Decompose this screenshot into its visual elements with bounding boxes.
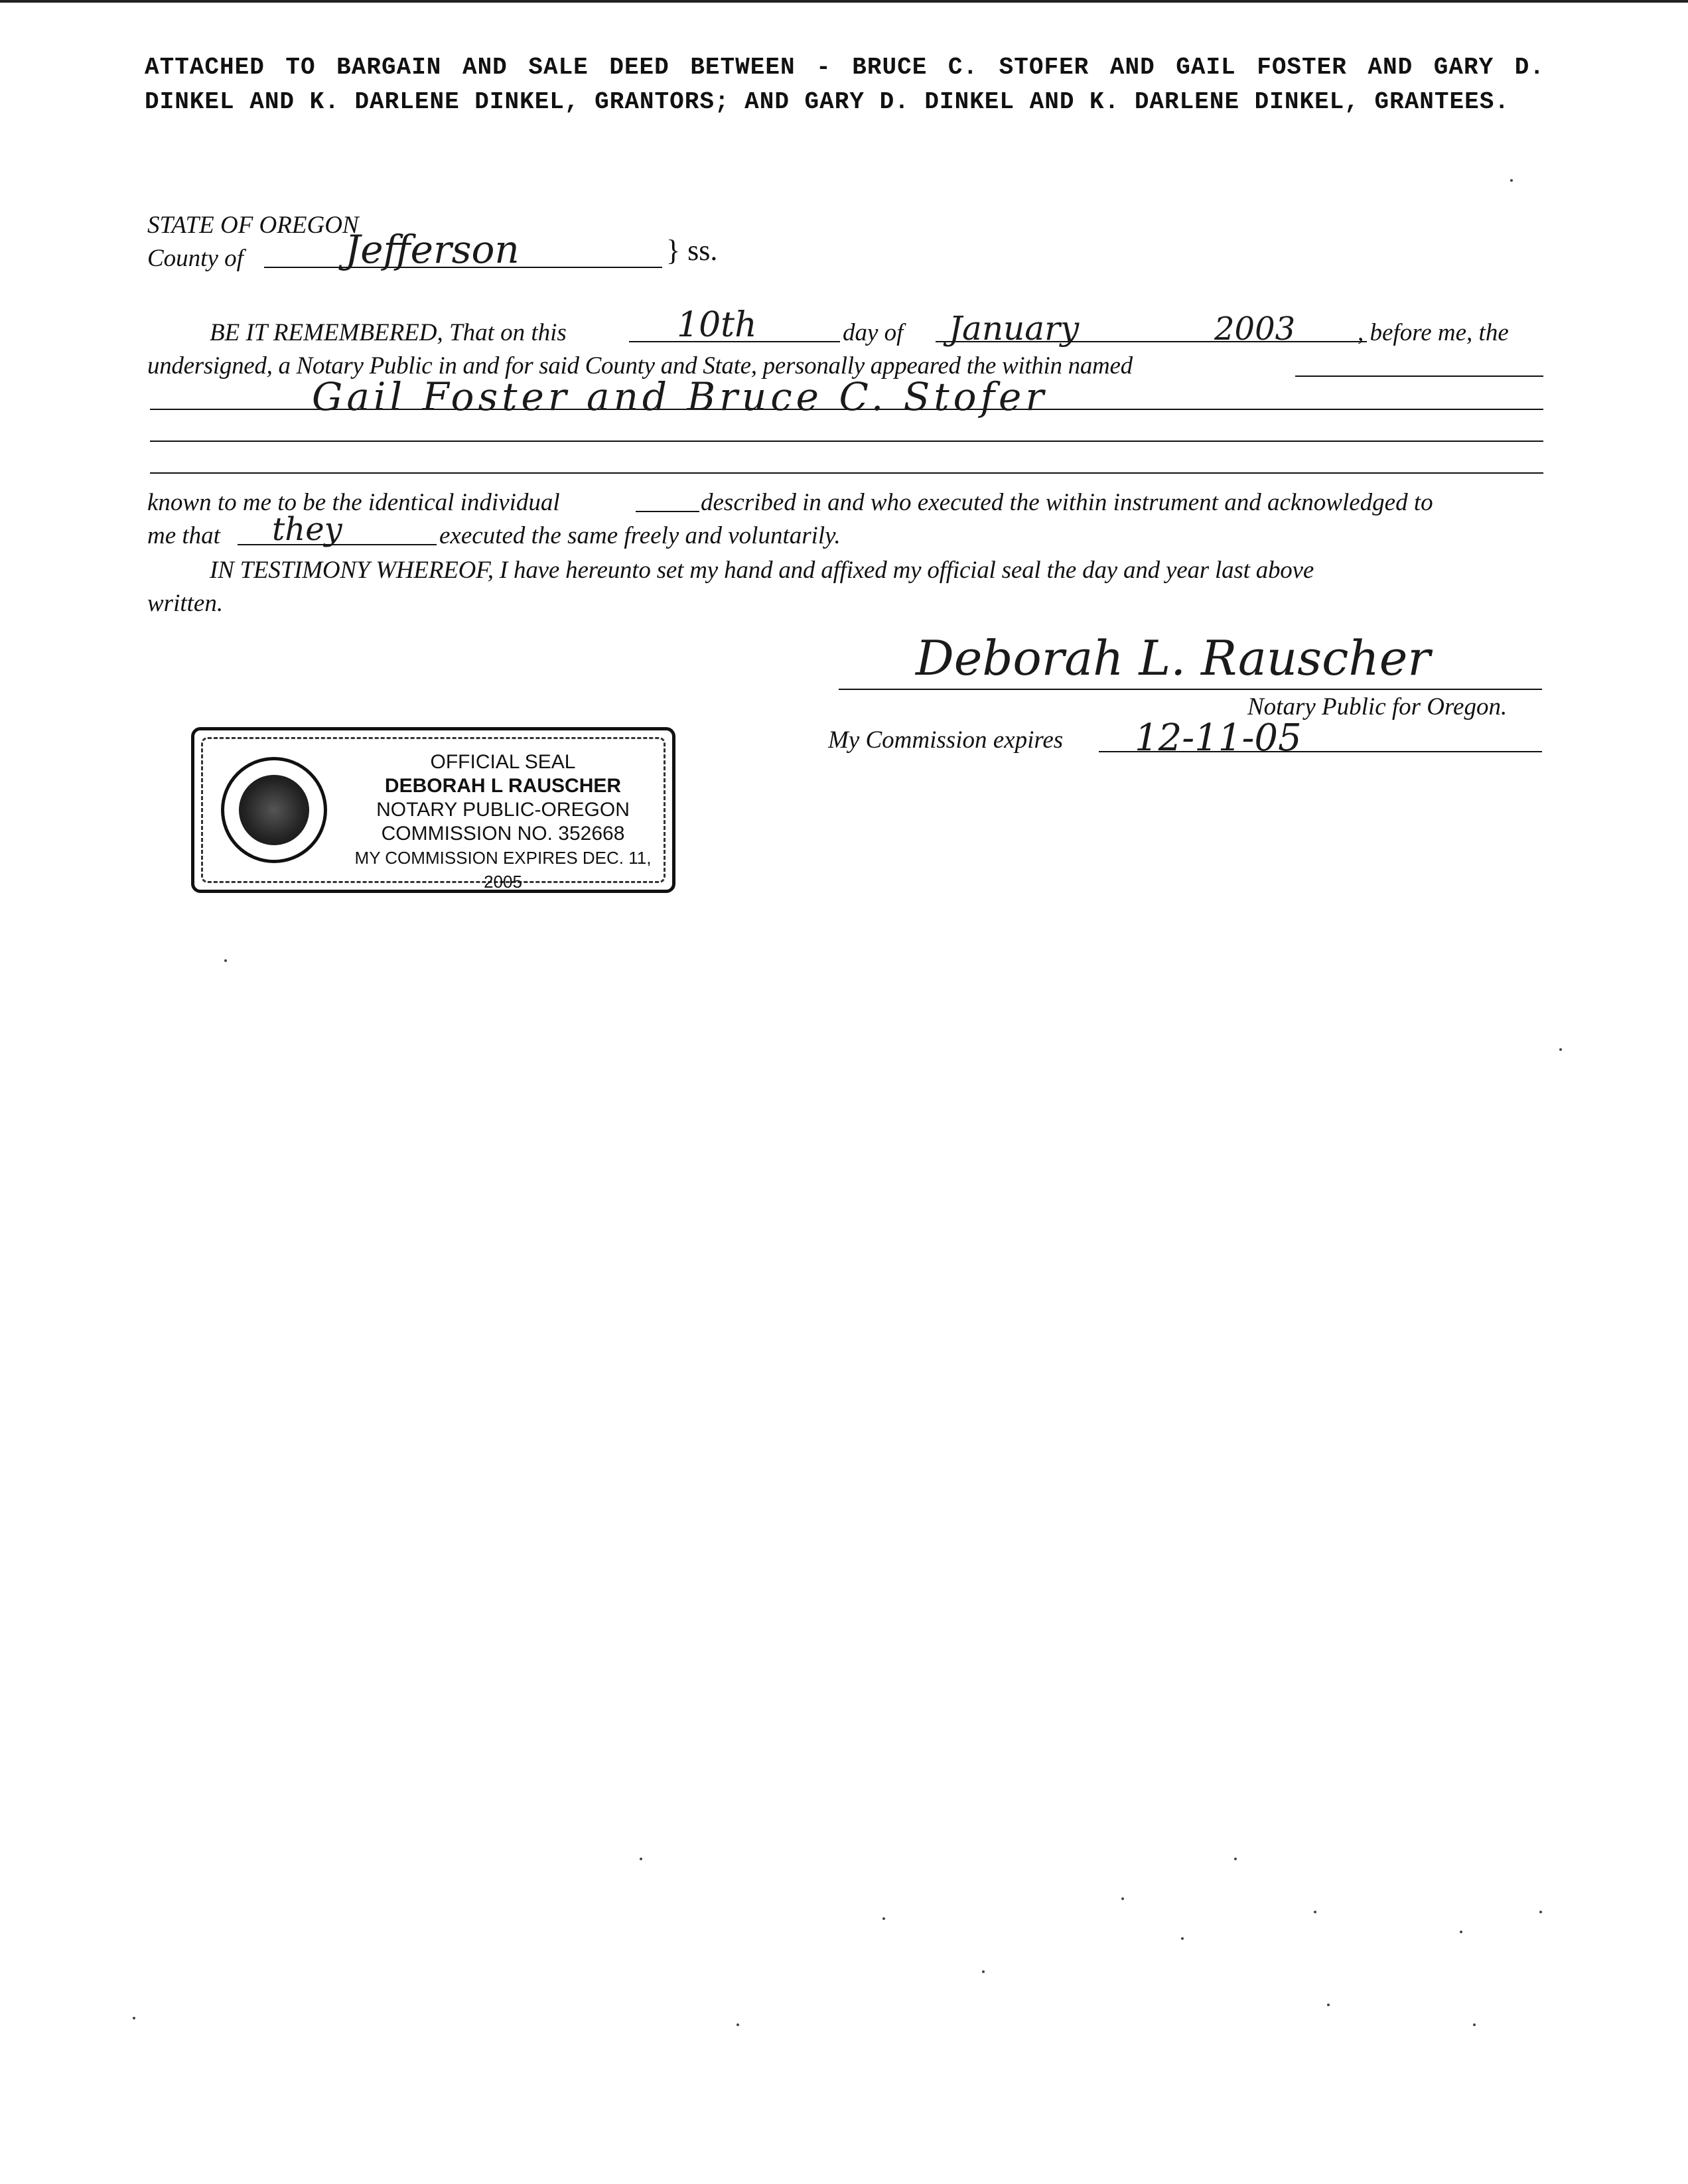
testimony-line-2: written. (147, 590, 224, 617)
scan-speck (1460, 1931, 1462, 1933)
scan-speck (882, 1917, 885, 1920)
names-line-2 (150, 441, 1543, 442)
day-of-label: day of (843, 319, 904, 346)
seal-line-1: OFFICIAL SEAL (430, 751, 576, 773)
notary-signature: Deborah L. Rauscher (916, 630, 1431, 686)
scan-speck (1539, 1911, 1542, 1913)
scan-speck (133, 2017, 135, 2019)
county-handwritten: Jefferson (345, 227, 520, 272)
year-handwritten: 2003 (1214, 310, 1296, 348)
known-prefix: known to me to be the identical individual (147, 489, 560, 516)
names-line-3 (150, 472, 1543, 474)
notary-public-label: Notary Public for Oregon. (1247, 693, 1508, 720)
scan-speck (1234, 1858, 1237, 1860)
seal-line-3: NOTARY PUBLIC-OREGON (376, 799, 630, 821)
seal-text (347, 750, 659, 894)
state-label: STATE OF OREGON (147, 212, 359, 239)
county-label: County of (147, 245, 244, 272)
month-handwritten: January (949, 309, 1080, 348)
scan-speck (1510, 179, 1513, 182)
undersigned-line: undersigned, a Notary Public in and for said County and State, personally appeared the within named (147, 352, 1133, 379)
scan-speck (1121, 1897, 1124, 1900)
scan-speck (1473, 2023, 1476, 2026)
individual-line (636, 511, 699, 512)
scan-speck (224, 959, 227, 962)
commission-label: My Commission expires (828, 726, 1064, 754)
deed-header: ATTACHED TO BARGAIN AND SALE DEED BETWEEN - BRUCE C. STOFER AND GAIL FOSTER AND GARY D. DINKEL AND K. DARLENE DINKEL, GRANTORS; AND GARY D. DINKEL AND K. DARLENE DINKEL, GRANTEES. (145, 54, 1545, 115)
signature-line (839, 689, 1542, 690)
scan-speck (1181, 1937, 1184, 1940)
testimony-line-1: IN TESTIMONY WHEREOF, I have hereunto set my hand and affixed my official seal the day and year last above (210, 557, 1314, 584)
ss-mark: } ss. (666, 234, 718, 267)
scan-speck (1327, 2004, 1330, 2006)
day-handwritten: 10th (677, 305, 757, 345)
official-seal-stamp (191, 727, 675, 893)
seal-line-4: COMMISSION NO. 352668 (381, 823, 625, 845)
me-that-label: me that (147, 522, 220, 549)
top-rule (0, 0, 1688, 3)
known-suffix: described in and who executed the within instrument and acknowledged to (701, 489, 1433, 516)
seal-line-2: DEBORAH L RAUSCHER (384, 775, 622, 797)
named-line-tail (1295, 375, 1543, 377)
they-handwritten: they (272, 511, 342, 548)
commission-handwritten: 12-11-05 (1135, 717, 1302, 760)
before-me-label: , before me, the (1358, 319, 1509, 346)
scan-speck (982, 1970, 985, 1973)
executed-text: executed the same freely and voluntarily. (439, 522, 841, 549)
scan-speck (1314, 1911, 1316, 1913)
names-handwritten: Gail Foster and Bruce C. Stofer (312, 374, 1048, 419)
be-it-remembered: BE IT REMEMBERED, That on this (210, 319, 567, 346)
scan-speck (640, 1858, 642, 1860)
seal-line-5: MY COMMISSION EXPIRES DEC. 11, 2005 (354, 848, 652, 892)
state-seal-emblem (239, 775, 309, 845)
state-seal-icon (221, 757, 327, 863)
scan-speck (1559, 1048, 1562, 1051)
scan-speck (737, 2023, 739, 2026)
